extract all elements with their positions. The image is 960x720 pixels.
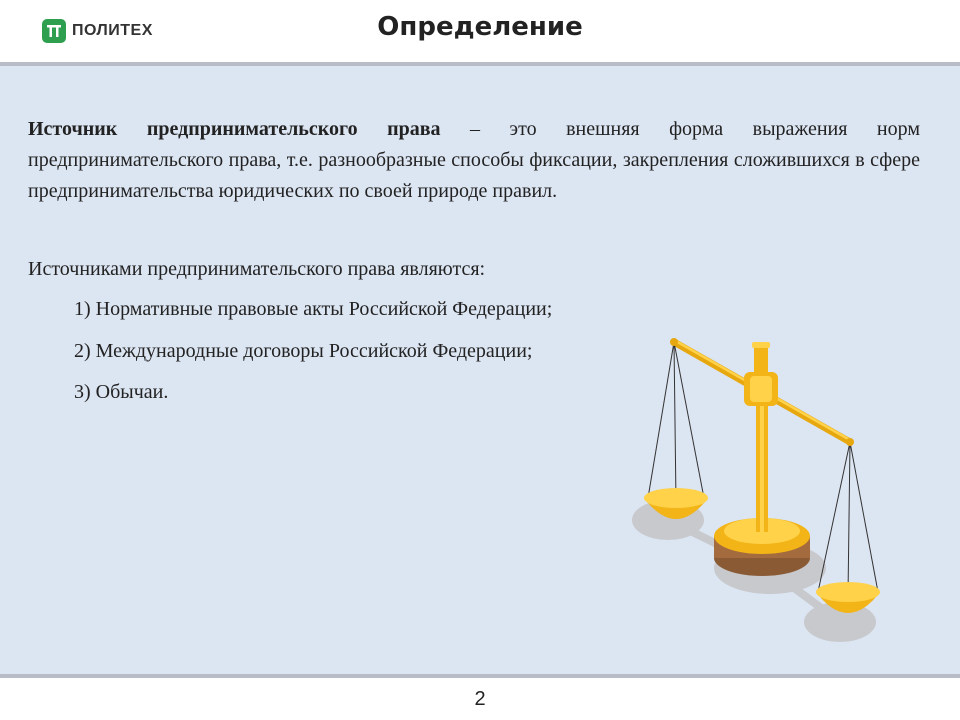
definition-text: – это внешняя форма выражения норм предпринимательского права, т.е. разнообразные способы фиксации, закрепления сложившихся в сфере предпринимательства юридических по своей природе правил. bbox=[28, 118, 920, 202]
slide-title: Определение bbox=[377, 12, 583, 42]
list-item: 2) Международные договоры Российской Федерации; bbox=[74, 340, 533, 362]
slide-footer bbox=[0, 678, 960, 720]
definition-term: Источник предпринимательского права bbox=[28, 118, 441, 140]
page-number: 2 bbox=[474, 688, 486, 710]
scales-of-justice-icon bbox=[620, 330, 890, 660]
slide-header bbox=[0, 0, 960, 62]
definition-paragraph bbox=[28, 114, 920, 207]
sources-intro: Источниками предпринимательского права являются: bbox=[28, 258, 486, 280]
list-item: 1) Нормативные правовые акты Российской Федерации; bbox=[74, 298, 553, 320]
list-item: 3) Обычаи. bbox=[74, 381, 169, 403]
logo-text: ПОЛИТЕХ bbox=[72, 22, 153, 39]
